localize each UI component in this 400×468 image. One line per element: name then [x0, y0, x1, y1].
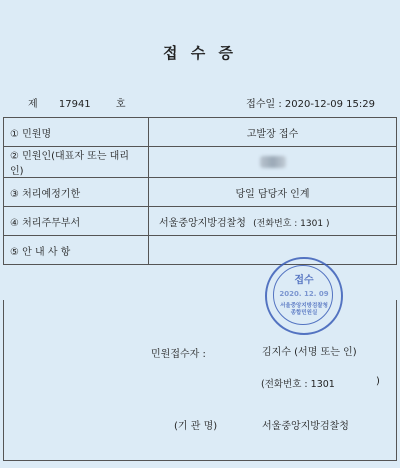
agency-value: 서울중앙지방검찰청 [262, 421, 349, 432]
table-row [4, 207, 397, 236]
official-stamp [265, 257, 343, 335]
stamp-date: 2020. 12. 09 [279, 290, 329, 298]
row-value: 고발장 접수 [149, 118, 397, 147]
table-row [4, 236, 397, 265]
row-value-dept [149, 207, 397, 236]
table-row [4, 147, 397, 178]
row-label: ③ 처리예정기한 [4, 178, 149, 207]
receipt-form-table [3, 117, 397, 265]
redaction-blur [260, 156, 286, 168]
receiver-phone: (전화번호 : 1301 [261, 379, 335, 390]
number-prefix: 제 [28, 99, 38, 110]
receiver-name: 김지수 (서명 또는 인) [262, 347, 357, 358]
row-label: ④ 처리주무부서 [4, 207, 149, 236]
row-value: 당일 담당자 인계 [149, 178, 397, 207]
document-title: 접 수 증 [163, 44, 237, 62]
agency-label: (기 관 명) [174, 421, 218, 432]
row-label: ② 민원인(대표자 또는 대리인) [4, 147, 149, 178]
receiver-phone-close: ) [376, 376, 380, 387]
number-suffix: 호 [115, 99, 126, 110]
dept-phone: (전화번호 : 1301 ) [253, 218, 330, 229]
notice-area [3, 300, 397, 461]
stamp-top-text: 접수 [294, 275, 314, 286]
row-label: ① 민원명 [4, 118, 149, 147]
row-value [149, 236, 397, 265]
table-row [4, 178, 397, 207]
dept-name: 서울중앙지방검찰청 [159, 217, 246, 229]
receiver-label: 민원접수자 : [151, 349, 206, 360]
table-row [4, 118, 397, 147]
row-label: ⑤ 안 내 사 항 [4, 236, 149, 265]
number-value: 17941 [58, 99, 91, 110]
received-date: 접수일 : 2020-12-09 15:29 [246, 99, 375, 110]
redacted-value [149, 147, 397, 178]
receipt-number [28, 95, 126, 110]
stamp-bottom-text: 서울중앙지방검찰청 종합민원실 [280, 303, 328, 316]
